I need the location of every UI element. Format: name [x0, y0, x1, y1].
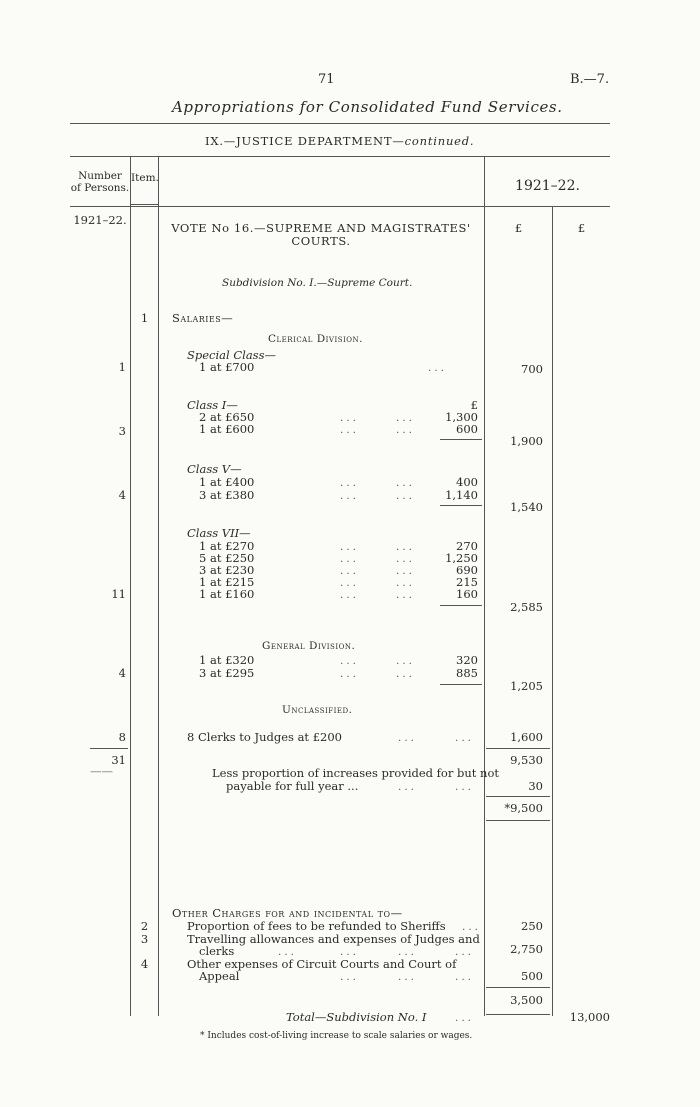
leader-dots: ... — [396, 577, 416, 589]
footnote: * Includes cost-of-living increase to scale salaries or wages. — [200, 1031, 473, 1041]
class-7-amount-3: 690 — [456, 563, 478, 577]
leader-dots: ... — [396, 412, 416, 424]
leader-dots: ... — [396, 424, 416, 436]
leader-dots: ... — [455, 1012, 475, 1024]
header-item: Item. — [131, 172, 159, 184]
general-total: 1,205 — [510, 679, 543, 693]
leader-dots: ... — [396, 541, 416, 553]
item-number-4: 4 — [140, 957, 149, 971]
leader-dots: ... — [396, 668, 416, 680]
col-rule-amount — [484, 156, 485, 1016]
class-5-persons: 4 — [118, 488, 126, 502]
leader-dots: ... — [340, 553, 360, 565]
class-5-sum-rule — [440, 505, 482, 506]
leader-dots: ... — [340, 668, 360, 680]
department-heading — [205, 134, 474, 148]
class-7-persons: 11 — [111, 587, 126, 601]
leader-dots: ... — [428, 362, 448, 374]
net-total: *9,500 — [504, 801, 543, 815]
currency-col2: £ — [577, 221, 586, 235]
class-7-amount-2: 1,250 — [445, 551, 478, 565]
leader-dots: ... — [396, 589, 416, 601]
subtotal-amount: 9,530 — [510, 753, 543, 767]
leader-dots: ... — [462, 921, 482, 933]
clerks-persons: 8 — [118, 730, 126, 744]
class-1-currency: £ — [470, 398, 478, 412]
leader-dots: ... — [396, 553, 416, 565]
class-7-line-1: 1 at £270 — [199, 539, 255, 553]
salaries-label: Salaries— — [172, 311, 234, 325]
department-continued: continued. — [404, 134, 475, 148]
item-number-2: 2 — [140, 919, 149, 933]
header-number-line: Number — [78, 170, 122, 182]
leader-dots: ... — [398, 971, 418, 983]
leader-dots: ... — [340, 971, 360, 983]
class-5-total: 1,540 — [510, 500, 543, 514]
total-subdivision-label: Total—Subdivision No. I — [286, 1010, 427, 1024]
general-amount-1: 320 — [456, 653, 478, 667]
page-reference: B.—7. — [570, 72, 610, 87]
currency-col1: £ — [514, 221, 523, 235]
other-item-3-line-1: Travelling allowances and expenses of Judges and — [187, 932, 480, 946]
class-5-label: Class V— — [187, 462, 242, 476]
other-item-2-line-1: Proportion of fees to be refunded to Sheriffs — [187, 919, 446, 933]
persons-sum-rule — [90, 748, 128, 749]
general-amount-2: 885 — [456, 666, 478, 680]
leader-dots: ... — [455, 781, 475, 793]
col-rule-persons — [130, 156, 131, 1016]
col-rule-item — [158, 156, 159, 1016]
leader-dots: ... — [455, 971, 475, 983]
less-line-2: payable for full year ... — [226, 779, 359, 793]
persons-dash: —— — [90, 764, 113, 778]
vote-title — [160, 222, 482, 248]
other-charges-sum-rule — [486, 987, 550, 988]
leader-dots: ... — [396, 477, 416, 489]
leader-dots: ... — [455, 732, 475, 744]
net-sum-rule — [486, 796, 550, 797]
item-number-3: 3 — [140, 932, 149, 946]
department-name: IX.—JUSTICE DEPARTMENT— — [205, 134, 405, 148]
other-item-3-line-2: clerks — [199, 944, 235, 958]
total-subdivision-rule — [486, 1014, 550, 1015]
leader-dots: ... — [340, 589, 360, 601]
class-7-line-5: 1 at £160 — [199, 587, 255, 601]
special-class-total: 700 — [521, 362, 543, 376]
special-class-persons: 1 — [118, 360, 126, 374]
leader-dots: ... — [455, 946, 475, 958]
class-1-amount-1: 1,300 — [445, 410, 478, 424]
leader-dots: ... — [398, 781, 418, 793]
amount-sum-rule — [486, 748, 550, 749]
class-5-amount-2: 1,140 — [445, 488, 478, 502]
class-1-sum-rule — [440, 439, 482, 440]
item-header-underline — [130, 204, 158, 205]
other-item-4-line-1: Other expenses of Circuit Courts and Court of — [187, 957, 457, 971]
class-1-amount-2: 600 — [456, 422, 478, 436]
other-item-3-amount: 2,750 — [510, 942, 543, 956]
class-7-line-3: 3 at £230 — [199, 563, 255, 577]
running-title: Appropriations for Consolidated Fund Services. — [172, 98, 563, 116]
general-persons: 4 — [118, 666, 126, 680]
class-7-sum-rule — [440, 605, 482, 606]
leader-dots: ... — [340, 565, 360, 577]
leader-dots: ... — [340, 946, 360, 958]
class-7-amount-5: 160 — [456, 587, 478, 601]
class-1-total: 1,900 — [510, 434, 543, 448]
left-year: 1921–22. — [73, 213, 127, 227]
leader-dots: ... — [396, 655, 416, 667]
header-persons-line: of Persons. — [70, 182, 130, 194]
class-7-label: Class VII— — [187, 526, 251, 540]
leader-dots: ... — [340, 577, 360, 589]
table-header-rule — [70, 206, 610, 207]
page-number: 71 — [318, 72, 335, 87]
class-1-persons: 3 — [118, 424, 126, 438]
class-1-line-1: 2 at £650 — [199, 410, 255, 424]
table-top-rule — [70, 156, 610, 157]
header-number-of-persons — [70, 170, 130, 194]
total-subdivision-amount: 13,000 — [569, 1010, 610, 1024]
leader-dots: ... — [340, 412, 360, 424]
class-5-amount-1: 400 — [456, 475, 478, 489]
other-charges-total: 3,500 — [510, 993, 543, 1007]
other-item-2-amount: 250 — [521, 919, 543, 933]
less-amount: 30 — [528, 779, 543, 793]
class-7-amount-1: 270 — [456, 539, 478, 553]
general-sum-rule — [440, 684, 482, 685]
special-class-line: 1 at £700 — [199, 360, 255, 374]
other-item-4-line-2: Appeal — [199, 969, 240, 983]
clerks-line: 8 Clerks to Judges at £200 — [187, 730, 342, 744]
clerks-total: 1,600 — [510, 730, 543, 744]
leader-dots: ... — [340, 490, 360, 502]
subdivision-heading: Subdivision No. I.—Supreme Court. — [222, 277, 413, 289]
leader-dots: ... — [398, 732, 418, 744]
item-number-1: 1 — [140, 311, 149, 325]
unclassified-heading: Unclassified. — [282, 704, 353, 716]
general-line-2: 3 at £295 — [199, 666, 255, 680]
class-7-amount-4: 215 — [456, 575, 478, 589]
general-heading: General Division. — [262, 640, 356, 652]
class-5-line-1: 1 at £400 — [199, 475, 255, 489]
leader-dots: ... — [340, 477, 360, 489]
leader-dots: ... — [340, 655, 360, 667]
other-item-4-amount: 500 — [521, 969, 543, 983]
general-line-1: 1 at £320 — [199, 653, 255, 667]
vote-title-line1: VOTE No 16.—SUPREME AND MAGISTRATES' — [171, 221, 471, 235]
rule — [70, 123, 610, 124]
class-1-label: Class I— — [187, 398, 238, 412]
leader-dots: ... — [340, 541, 360, 553]
class-1-line-2: 1 at £600 — [199, 422, 255, 436]
subtotal-persons: 31 — [111, 753, 126, 767]
clerical-heading: Clerical Division. — [268, 333, 363, 345]
class-7-line-4: 1 at £215 — [199, 575, 255, 589]
leader-dots: ... — [396, 490, 416, 502]
less-line-1: Less proportion of increases provided for but not — [212, 766, 500, 780]
leader-dots: ... — [340, 424, 360, 436]
col-rule-total — [552, 206, 553, 1016]
other-charges-heading: Other Charges for and incidental to— — [172, 906, 403, 920]
leader-dots: ... — [398, 946, 418, 958]
class-5-line-2: 3 at £380 — [199, 488, 255, 502]
leader-dots: ... — [396, 565, 416, 577]
special-class-label: Special Class— — [187, 348, 276, 362]
class-7-total: 2,585 — [510, 600, 543, 614]
class-7-line-2: 5 at £250 — [199, 551, 255, 565]
leader-dots: ... — [278, 946, 298, 958]
vote-title-line2: COURTS. — [291, 234, 351, 248]
net-total-underline — [486, 820, 550, 821]
header-year: 1921–22. — [515, 178, 580, 194]
